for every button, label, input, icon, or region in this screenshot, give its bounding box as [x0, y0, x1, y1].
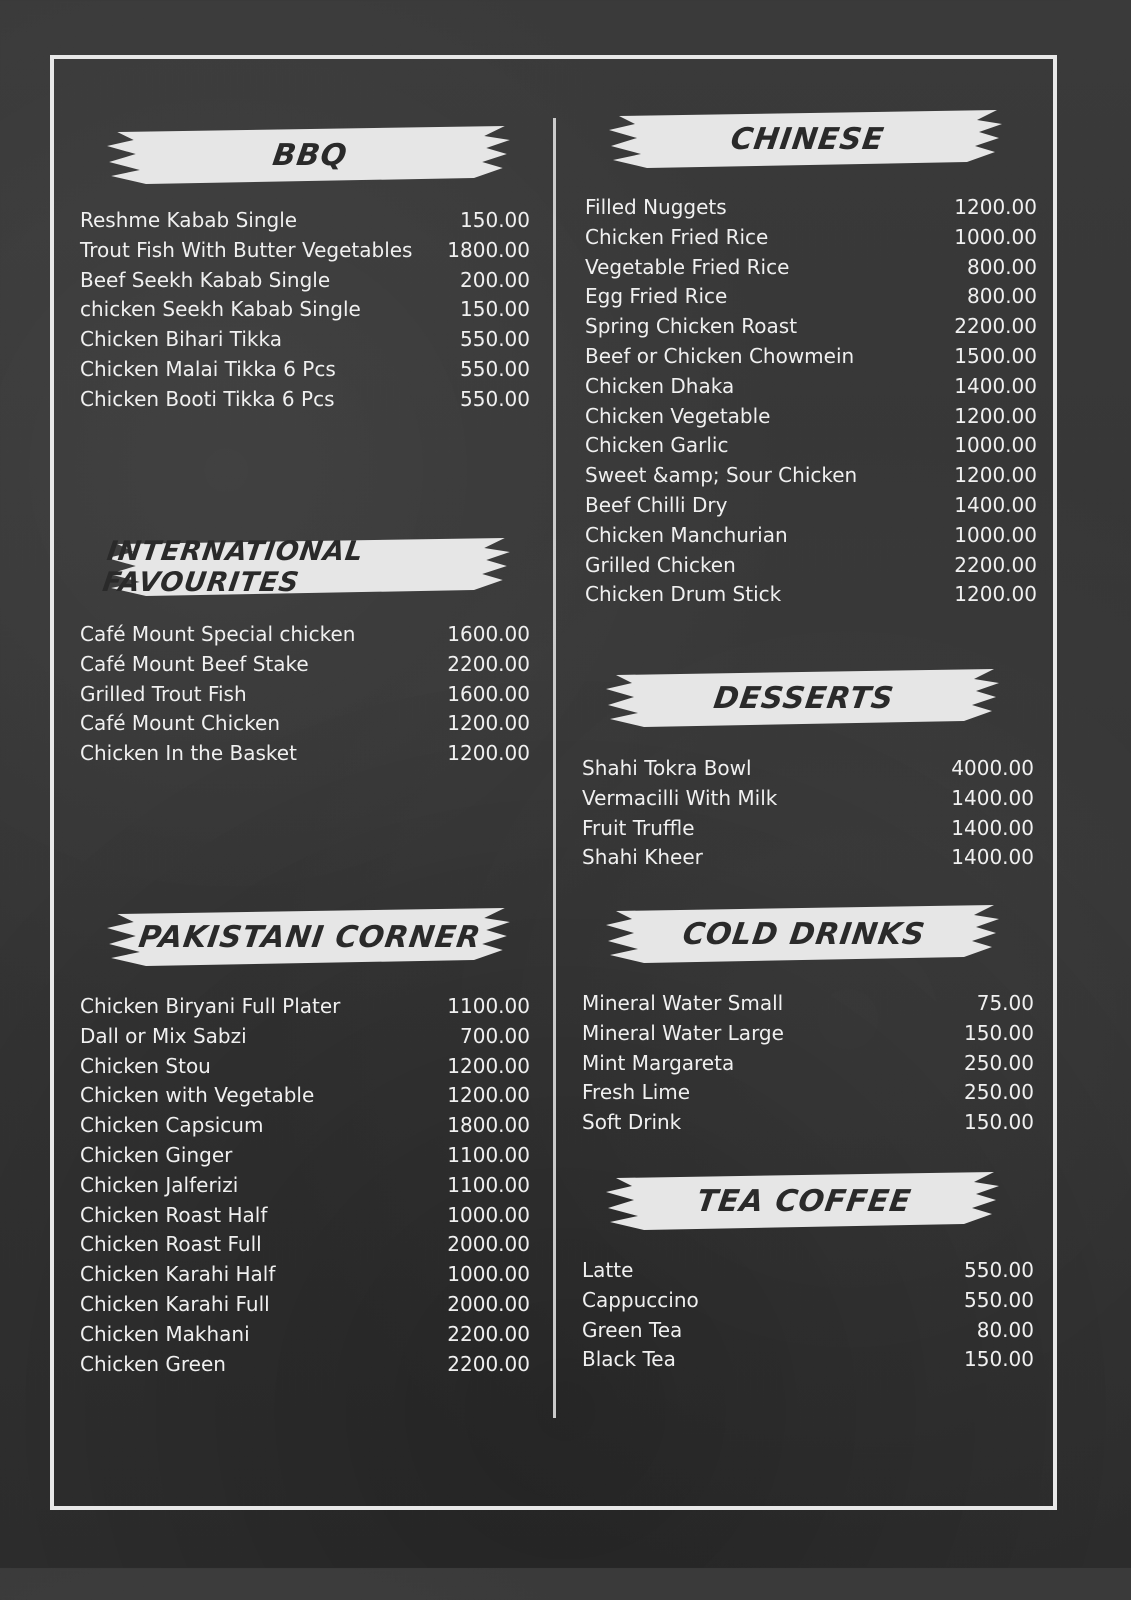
- menu-list: [80, 206, 530, 415]
- menu-item: [585, 402, 1037, 432]
- menu-item: [582, 784, 1034, 814]
- item-name: Cappuccino: [582, 1287, 699, 1312]
- item-name: Chicken Biryani Full Plater: [80, 994, 341, 1018]
- item-price: 2200.00: [447, 651, 530, 676]
- section-international-favourites: [80, 536, 530, 769]
- section-banner: [604, 667, 1004, 729]
- menu-item: [80, 1320, 530, 1350]
- item-price: 1400.00: [954, 492, 1037, 517]
- item-name: Chicken Karahi Half: [80, 1262, 276, 1287]
- menu-item: [582, 1345, 1034, 1375]
- item-price: 700.00: [460, 1023, 530, 1048]
- item-name: Café Mount Beef Stake: [80, 651, 309, 676]
- menu-item: [80, 1201, 530, 1231]
- item-name: chicken Seekh Kabab Single: [80, 297, 361, 322]
- menu-item: [80, 206, 530, 236]
- item-price: 550.00: [460, 327, 530, 352]
- menu-list: [582, 989, 1034, 1138]
- section-title: DESSERTS: [711, 680, 897, 716]
- item-name: Chicken Malai Tikka 6 Pcs: [80, 356, 336, 381]
- section-banner: [105, 906, 515, 968]
- item-price: 550.00: [964, 1287, 1034, 1312]
- item-name: Reshme Kabab Single: [80, 208, 298, 232]
- menu-item: [585, 253, 1037, 283]
- menu-item: [80, 1260, 530, 1290]
- item-price: 2000.00: [447, 1291, 530, 1316]
- item-name: Filled Nuggets: [585, 195, 727, 219]
- section-title: TEA COFFEE: [694, 1183, 914, 1219]
- item-name: Chicken Ginger: [80, 1142, 233, 1167]
- section-cold-drinks: [582, 903, 1034, 1138]
- item-price: 550.00: [460, 386, 530, 411]
- menu-item: [582, 843, 1034, 873]
- menu-item: [80, 680, 530, 710]
- item-name: Chicken Karahi Full: [80, 1291, 270, 1316]
- item-price: 1600.00: [447, 681, 530, 706]
- menu-item: [80, 236, 530, 266]
- item-name: Chicken Roast Full: [80, 1232, 262, 1257]
- menu-item: [80, 1290, 530, 1320]
- menu-item: [585, 521, 1037, 551]
- item-name: Fresh Lime: [582, 1080, 691, 1105]
- item-name: Chicken Stou: [80, 1053, 211, 1078]
- item-price: 1100.00: [447, 994, 530, 1018]
- item-price: 1000.00: [954, 433, 1037, 458]
- item-price: 1000.00: [954, 224, 1037, 249]
- item-name: Grilled Chicken: [585, 552, 736, 577]
- item-price: 1400.00: [951, 815, 1034, 840]
- section-title: CHINESE: [728, 121, 886, 157]
- item-price: 200.00: [460, 267, 530, 292]
- item-name: Chicken Garlic: [585, 433, 729, 458]
- item-price: 150.00: [460, 297, 530, 322]
- item-name: Chicken Makhani: [80, 1321, 250, 1346]
- menu-list: [80, 992, 530, 1379]
- menu-item: [80, 355, 530, 385]
- menu-item: [585, 342, 1037, 372]
- section-title: INTERNATIONAL FAVOURITES: [100, 536, 366, 598]
- item-name: Shahi Kheer: [582, 845, 703, 870]
- item-name: Latte: [582, 1258, 634, 1282]
- menu-item: [80, 1230, 530, 1260]
- item-price: 1100.00: [447, 1172, 530, 1197]
- item-price: 1200.00: [954, 195, 1037, 219]
- section-title: PAKISTANI CORNER: [136, 919, 484, 955]
- menu-item: [582, 1019, 1034, 1049]
- menu-item: [585, 431, 1037, 461]
- item-price: 2000.00: [447, 1232, 530, 1257]
- menu-item: [80, 325, 530, 355]
- item-price: 1200.00: [447, 711, 530, 736]
- item-price: 1000.00: [447, 1262, 530, 1287]
- menu-item: [585, 580, 1037, 610]
- menu-item: [80, 295, 530, 325]
- item-price: 1000.00: [447, 1202, 530, 1227]
- item-name: Beef or Chicken Chowmein: [585, 343, 855, 368]
- section-banner: [604, 903, 1004, 965]
- item-price: 1400.00: [954, 373, 1037, 398]
- section-banner: [105, 124, 515, 186]
- menu-list: [80, 620, 530, 769]
- item-name: Dall or Mix Sabzi: [80, 1023, 247, 1048]
- item-name: Chicken In the Basket: [80, 741, 297, 766]
- menu-item: [585, 282, 1037, 312]
- item-price: 1200.00: [954, 582, 1037, 607]
- menu-item: [582, 1078, 1034, 1108]
- menu-item: [582, 1286, 1034, 1316]
- item-price: 2200.00: [954, 552, 1037, 577]
- menu-list: [582, 1256, 1034, 1375]
- item-price: 150.00: [964, 1020, 1034, 1045]
- column-divider: [553, 118, 556, 1418]
- menu-item: [585, 193, 1037, 223]
- item-name: Egg Fried Rice: [585, 284, 728, 309]
- menu-item: [80, 266, 530, 296]
- menu-item: [582, 989, 1034, 1019]
- section-tea-coffee: [582, 1170, 1034, 1375]
- menu-item: [585, 551, 1037, 581]
- menu-item: [585, 312, 1037, 342]
- menu-item: [80, 1350, 530, 1380]
- menu-item: [80, 709, 530, 739]
- section-title: COLD DRINKS: [680, 916, 928, 952]
- menu-item: [582, 1316, 1034, 1346]
- item-price: 1200.00: [447, 1053, 530, 1078]
- section-banner: [100, 536, 515, 598]
- item-price: 250.00: [964, 1050, 1034, 1075]
- item-name: Trout Fish With Butter Vegetables: [80, 237, 413, 262]
- menu-item: [582, 754, 1034, 784]
- item-name: Grilled Trout Fish: [80, 681, 247, 706]
- menu-list: [585, 193, 1037, 610]
- menu-item: [585, 491, 1037, 521]
- item-name: Chicken Green: [80, 1351, 226, 1376]
- item-name: Chicken Bihari Tikka: [80, 327, 282, 352]
- item-price: 150.00: [964, 1347, 1034, 1372]
- item-name: Mint Margareta: [582, 1050, 735, 1075]
- item-name: Spring Chicken Roast: [585, 314, 798, 339]
- menu-item: [80, 739, 530, 769]
- item-price: 150.00: [460, 208, 530, 232]
- item-name: Chicken Capsicum: [80, 1113, 264, 1138]
- item-price: 1200.00: [954, 463, 1037, 488]
- item-price: 2200.00: [954, 314, 1037, 339]
- item-price: 75.00: [976, 991, 1034, 1015]
- item-price: 800.00: [967, 284, 1037, 309]
- menu-item: [80, 1052, 530, 1082]
- section-banner: [607, 108, 1007, 170]
- item-name: Soft Drink: [582, 1110, 682, 1135]
- menu-item: [582, 1256, 1034, 1286]
- item-name: Green Tea: [582, 1317, 683, 1342]
- menu-item: [80, 1141, 530, 1171]
- item-price: 550.00: [460, 356, 530, 381]
- item-price: 1800.00: [447, 1113, 530, 1138]
- item-name: Chicken Vegetable: [585, 403, 771, 428]
- item-name: Chicken with Vegetable: [80, 1083, 315, 1108]
- item-price: 250.00: [964, 1080, 1034, 1105]
- menu-list: [582, 754, 1034, 873]
- item-name: Beef Chilli Dry: [585, 492, 728, 517]
- item-name: Mineral Water Small: [582, 991, 784, 1015]
- item-name: Beef Seekh Kabab Single: [80, 267, 331, 292]
- item-price: 1200.00: [954, 403, 1037, 428]
- item-price: 1200.00: [447, 1083, 530, 1108]
- section-chinese: [585, 108, 1037, 610]
- section-desserts: [582, 667, 1034, 873]
- menu-item: [80, 1171, 530, 1201]
- item-name: Chicken Roast Half: [80, 1202, 268, 1227]
- item-price: 800.00: [967, 254, 1037, 279]
- item-name: Vermacilli With Milk: [582, 785, 778, 810]
- menu-item: [80, 385, 530, 415]
- item-name: Café Mount Chicken: [80, 711, 281, 736]
- item-name: Shahi Tokra Bowl: [582, 756, 752, 780]
- section-bbq: [80, 124, 530, 415]
- item-price: 1500.00: [954, 343, 1037, 368]
- menu-item: [582, 814, 1034, 844]
- item-price: 80.00: [976, 1317, 1034, 1342]
- item-price: 150.00: [964, 1110, 1034, 1135]
- section-banner: [604, 1170, 1004, 1232]
- menu-item: [80, 992, 530, 1022]
- item-price: 1000.00: [954, 522, 1037, 547]
- item-name: Café Mount Special chicken: [80, 622, 356, 646]
- section-title: BBQ: [270, 137, 350, 173]
- item-name: Chicken Dhaka: [585, 373, 735, 398]
- menu-item: [80, 1111, 530, 1141]
- item-price: 2200.00: [447, 1321, 530, 1346]
- item-name: Mineral Water Large: [582, 1020, 784, 1045]
- menu-item: [585, 223, 1037, 253]
- menu-item: [80, 1081, 530, 1111]
- item-price: 2200.00: [447, 1351, 530, 1376]
- item-name: Sweet &amp; Sour Chicken: [585, 463, 858, 488]
- item-price: 1100.00: [447, 1142, 530, 1167]
- item-price: 1400.00: [951, 845, 1034, 870]
- item-price: 550.00: [964, 1258, 1034, 1282]
- menu-item: [80, 650, 530, 680]
- item-name: Black Tea: [582, 1347, 676, 1372]
- item-name: Chicken Fried Rice: [585, 224, 769, 249]
- item-name: Vegetable Fried Rice: [585, 254, 790, 279]
- menu-item: [80, 620, 530, 650]
- section-pakistani-corner: [80, 906, 530, 1379]
- item-price: 4000.00: [951, 756, 1034, 780]
- item-name: Chicken Drum Stick: [585, 582, 782, 607]
- item-price: 1200.00: [447, 741, 530, 766]
- item-name: Chicken Booti Tikka 6 Pcs: [80, 386, 335, 411]
- menu-item: [582, 1049, 1034, 1079]
- item-price: 1600.00: [447, 622, 530, 646]
- menu-item: [585, 461, 1037, 491]
- menu-item: [80, 1022, 530, 1052]
- item-price: 1800.00: [447, 237, 530, 262]
- menu-item: [582, 1108, 1034, 1138]
- item-name: Chicken Manchurian: [585, 522, 788, 547]
- menu-item: [585, 372, 1037, 402]
- item-name: Chicken Jalferizi: [80, 1172, 239, 1197]
- item-price: 1400.00: [951, 785, 1034, 810]
- item-name: Fruit Truffle: [582, 815, 695, 840]
